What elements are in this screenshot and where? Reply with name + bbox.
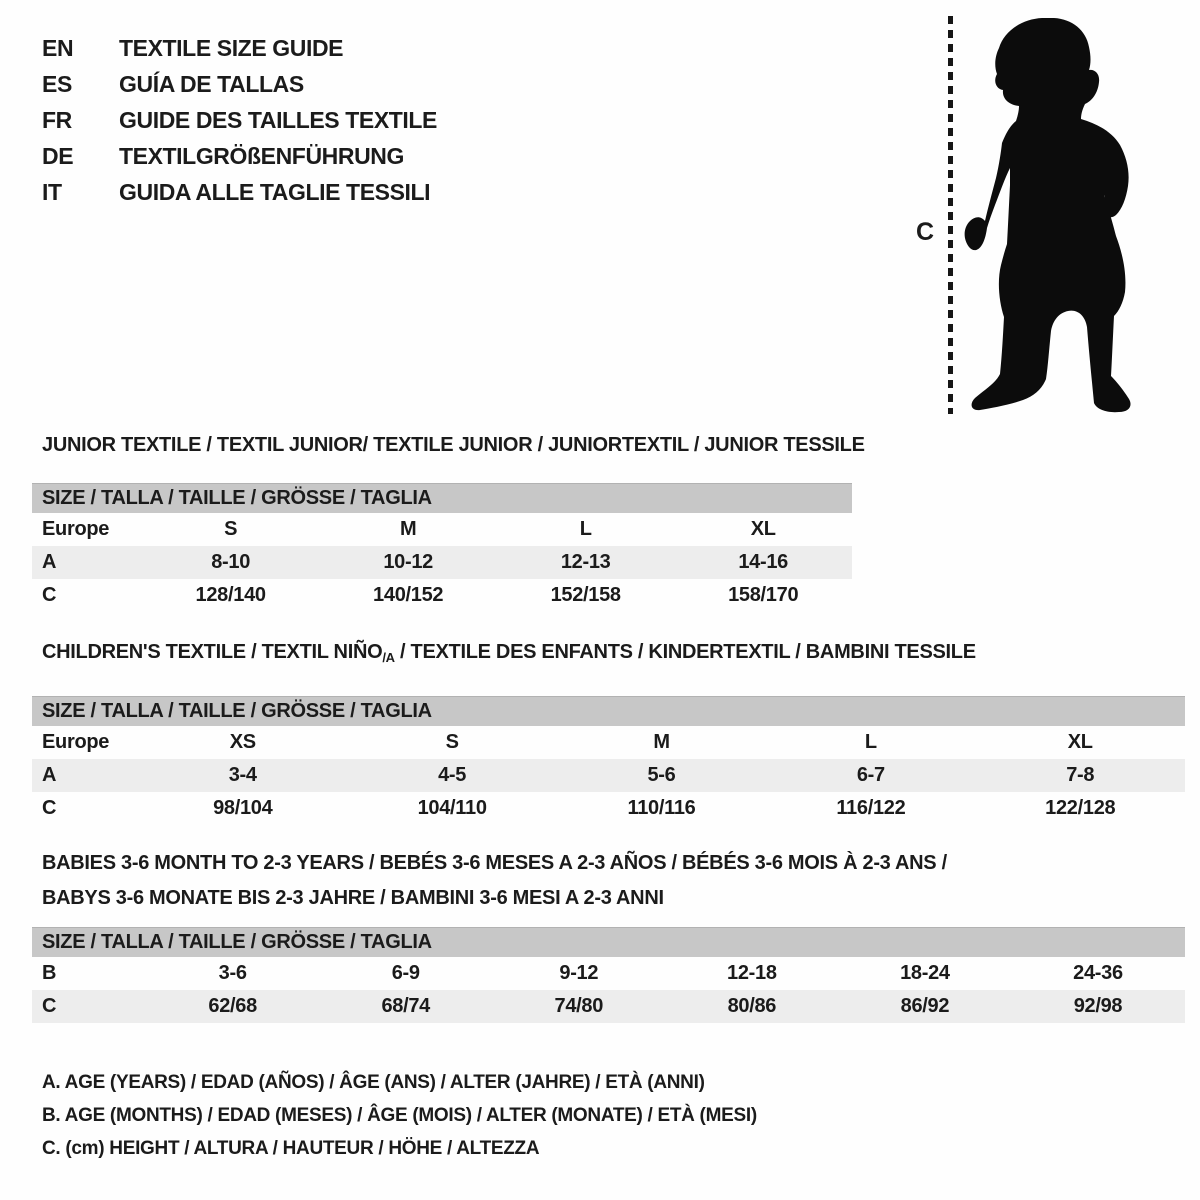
height-cell: 122/128 xyxy=(1045,797,1116,819)
row-label: A xyxy=(42,764,57,786)
table-row-age xyxy=(32,759,1185,792)
legend-footnotes xyxy=(42,1066,757,1165)
size-cell: XL xyxy=(750,518,776,540)
table-row-age-months xyxy=(32,957,1185,990)
children-title-part1: CHILDREN'S TEXTILE / TEXTIL NIÑO xyxy=(42,641,383,663)
footnote-age-months: B. AGE (MONTHS) / EDAD (MESES) / ÂGE (MOIS) / ALTER (MONATE) / ETÀ (MESI) xyxy=(42,1105,757,1126)
children-section-title xyxy=(32,641,1185,669)
section-babies-textile xyxy=(32,846,1185,1023)
section-junior-textile xyxy=(32,434,865,612)
height-cell: 104/110 xyxy=(417,797,487,819)
height-measure-label: C xyxy=(916,218,935,246)
row-label: B xyxy=(42,962,57,984)
height-cell: 152/158 xyxy=(550,584,621,606)
age-cell: 8-10 xyxy=(211,551,251,573)
table-row-age xyxy=(32,546,852,579)
language-row-fr xyxy=(42,102,437,138)
row-label: C xyxy=(42,584,57,606)
row-label: Europe xyxy=(42,518,110,540)
row-label: A xyxy=(42,551,57,573)
size-header-bar: SIZE / TALLA / TAILLE / GRÖSSE / TAGLIA xyxy=(32,927,1185,957)
age-cell: 5-6 xyxy=(647,764,676,786)
height-cell: 140/152 xyxy=(373,584,444,606)
age-cell: 4-5 xyxy=(438,764,467,786)
junior-section-title: JUNIOR TEXTILE / TEXTIL JUNIOR/ TEXTILE JUNIOR / JUNIORTEXTIL / JUNIOR TESSILE xyxy=(42,434,865,456)
age-cell: 3-6 xyxy=(218,962,247,984)
height-cell: 158/170 xyxy=(728,584,799,606)
language-row-it xyxy=(42,174,437,210)
footnote-age-years: A. AGE (YEARS) / EDAD (AÑOS) / ÂGE (ANS) / ALTER (JAHRE) / ETÀ (ANNI) xyxy=(42,1072,705,1093)
height-cell: 62/68 xyxy=(208,995,257,1017)
language-code: FR xyxy=(42,106,72,133)
height-cell: 116/122 xyxy=(836,797,906,819)
table-row-height xyxy=(32,579,852,612)
height-cell: 80/86 xyxy=(727,995,777,1017)
footnote-height-cm: C. (cm) HEIGHT / ALTURA / HAUTEUR / HÖHE / ALTEZZA xyxy=(42,1138,540,1159)
height-measure-dashed-line xyxy=(948,16,953,414)
age-cell: 12-13 xyxy=(560,551,611,573)
age-cell: 12-18 xyxy=(727,962,777,984)
language-row-de xyxy=(42,138,437,174)
children-title-part2: / TEXTILE DES ENFANTS / KINDERTEXTIL / BAMBINI TESSILE xyxy=(394,641,976,663)
babies-size-table xyxy=(32,927,1185,1023)
size-header-bar: SIZE / TALLA / TAILLE / GRÖSSE / TAGLIA xyxy=(32,483,852,513)
guide-title-it: GUIDA ALLE TAGLIE TESSILI xyxy=(119,178,431,205)
size-header-bar: SIZE / TALLA / TAILLE / GRÖSSE / TAGLIA xyxy=(32,696,1185,726)
babies-title-line1: BABIES 3-6 MONTH TO 2-3 YEARS / BEBÉS 3-6 MESES A 2-3 AÑOS / BÉBÉS 3-6 MOIS À 2-3 ANS / xyxy=(42,852,947,874)
height-cell: 74/80 xyxy=(554,995,604,1017)
guide-title-fr: GUIDE DES TAILLES TEXTILE xyxy=(119,106,437,133)
age-cell: 6-7 xyxy=(856,764,885,786)
guide-title-es: GUÍA DE TALLAS xyxy=(119,70,304,97)
language-row-es xyxy=(42,66,437,102)
age-cell: 10-12 xyxy=(383,551,433,573)
row-label: C xyxy=(42,995,57,1017)
language-title-block xyxy=(42,30,437,210)
table-row-europe xyxy=(32,513,852,546)
height-cell: 98/104 xyxy=(213,797,273,819)
toddler-silhouette-image xyxy=(960,12,1140,416)
height-cell: 86/92 xyxy=(900,995,950,1017)
age-cell: 24-36 xyxy=(1073,962,1123,984)
language-code: DE xyxy=(42,142,74,169)
size-cell: M xyxy=(653,731,670,753)
size-cell: XL xyxy=(1067,731,1093,753)
section-children-textile xyxy=(32,641,1185,825)
language-code: ES xyxy=(42,70,72,97)
age-cell: 3-4 xyxy=(228,764,257,786)
row-label: C xyxy=(42,797,57,819)
height-cell: 92/98 xyxy=(1073,995,1123,1017)
language-code: IT xyxy=(42,178,62,205)
age-cell: 7-8 xyxy=(1066,764,1095,786)
guide-title-en: TEXTILE SIZE GUIDE xyxy=(119,34,344,61)
size-cell: L xyxy=(579,518,592,540)
table-row-europe xyxy=(32,726,1185,759)
age-cell: 6-9 xyxy=(391,962,420,984)
age-cell: 14-16 xyxy=(738,551,788,573)
size-cell: M xyxy=(399,518,417,540)
size-cell: XS xyxy=(229,731,256,753)
babies-title-line2: BABYS 3-6 MONATE BIS 2-3 JAHRE / BAMBINI 3-6 MESI A 2-3 ANNI xyxy=(42,887,664,909)
language-code: EN xyxy=(42,34,74,61)
size-cell: L xyxy=(864,731,877,753)
height-cell: 128/140 xyxy=(195,584,266,606)
table-row-height xyxy=(32,990,1185,1023)
table-row-height xyxy=(32,792,1185,825)
guide-title-de: TEXTILGRÖßENFÜHRUNG xyxy=(119,142,404,169)
age-cell: 9-12 xyxy=(559,962,599,984)
age-cell: 18-24 xyxy=(900,962,950,984)
junior-size-table xyxy=(32,483,852,612)
children-title-sub: /A xyxy=(382,650,395,665)
babies-section-title xyxy=(32,846,1185,916)
height-cell: 110/116 xyxy=(627,797,696,819)
children-size-table xyxy=(32,696,1185,825)
size-cell: S xyxy=(445,731,459,753)
size-cell: S xyxy=(224,518,238,540)
height-cell: 68/74 xyxy=(381,995,431,1017)
row-label: Europe xyxy=(42,731,110,753)
language-row-en xyxy=(42,30,437,66)
